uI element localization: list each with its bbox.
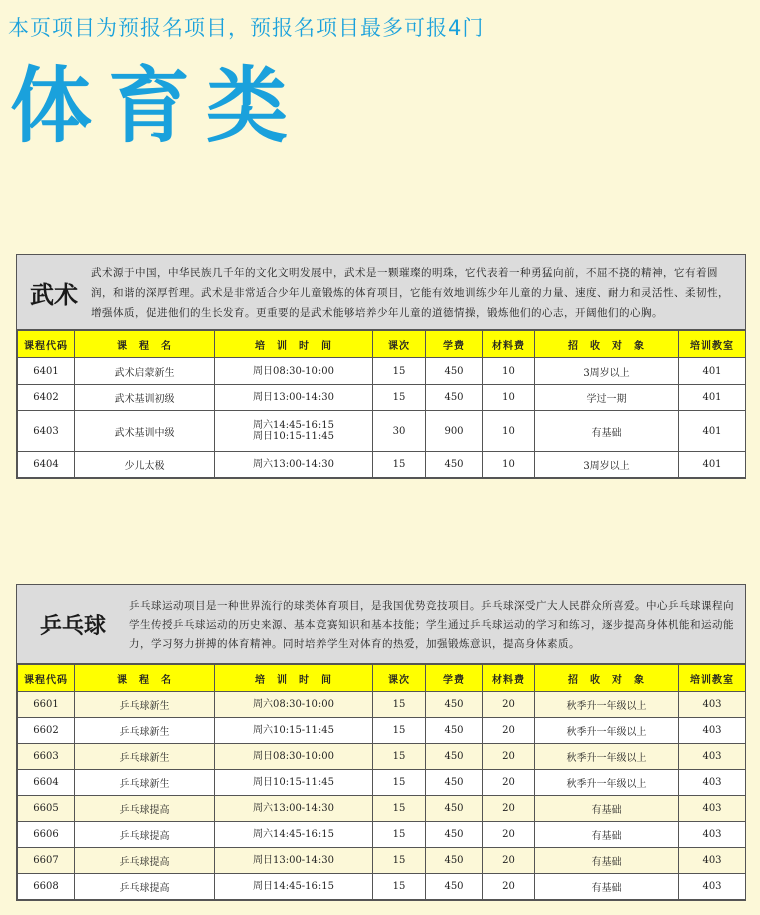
material-fee-cell: 20 — [483, 822, 535, 848]
session-count-cell: 15 — [373, 452, 426, 478]
table-row — [18, 874, 746, 900]
column-name-header: 课 程 名 — [75, 665, 215, 692]
material-fee-cell: 20 — [483, 770, 535, 796]
course-name-cell: 武术启蒙新生 — [75, 358, 215, 385]
material-fee-cell: 20 — [483, 874, 535, 900]
tuition-fee-cell: 450 — [426, 770, 483, 796]
classroom-cell: 403 — [679, 848, 746, 874]
classroom-cell: 401 — [679, 358, 746, 385]
session-count-cell: 15 — [373, 822, 426, 848]
course-table — [17, 330, 746, 478]
classroom-cell: 401 — [679, 452, 746, 478]
table-row — [18, 770, 746, 796]
session-count-cell: 15 — [373, 718, 426, 744]
enrollment-target-cell: 有基础 — [535, 874, 679, 900]
table-row — [18, 452, 746, 478]
course-code-cell: 6403 — [18, 411, 75, 452]
course-name-cell: 乒乓球新生 — [75, 718, 215, 744]
session-count-cell: 15 — [373, 848, 426, 874]
course-name-cell: 乒乓球新生 — [75, 770, 215, 796]
course-name-cell: 武术基训中级 — [75, 411, 215, 452]
column-time-header: 培 训 时 间 — [215, 331, 373, 358]
material-fee-cell: 20 — [483, 692, 535, 718]
enrollment-target-cell: 有基础 — [535, 796, 679, 822]
time-slot: 周日13:00-14:30 — [252, 855, 334, 866]
training-time-cell — [215, 770, 373, 796]
course-name-cell: 乒乓球新生 — [75, 692, 215, 718]
training-time-cell — [215, 358, 373, 385]
column-fee-header: 学费 — [426, 331, 483, 358]
enrollment-target-cell: 有基础 — [535, 822, 679, 848]
course-name-cell: 乒乓球新生 — [75, 744, 215, 770]
classroom-cell: 401 — [679, 385, 746, 411]
course-code-cell: 6608 — [18, 874, 75, 900]
time-slot: 周日10:15-11:45 — [252, 777, 334, 788]
column-code-header: 课程代码 — [18, 665, 75, 692]
training-time-cell — [215, 692, 373, 718]
time-slot: 周六13:00-14:30 — [252, 459, 334, 470]
time-slot: 周日08:30-10:00 — [252, 365, 334, 377]
classroom-cell: 401 — [679, 411, 746, 452]
training-time-cell — [215, 411, 373, 452]
table-row — [18, 822, 746, 848]
tuition-fee-cell: 450 — [426, 385, 483, 411]
course-table — [17, 664, 746, 900]
course-code-cell: 6607 — [18, 848, 75, 874]
course-code-cell: 6401 — [18, 358, 75, 385]
section-intro — [17, 585, 745, 664]
enrollment-target-cell: 学过一期 — [535, 385, 679, 411]
time-slot: 周六08:30-10:00 — [252, 699, 334, 710]
session-count-cell: 15 — [373, 385, 426, 411]
course-code-cell: 6404 — [18, 452, 75, 478]
tuition-fee-cell: 450 — [426, 718, 483, 744]
course-name-cell: 乒乓球提高 — [75, 848, 215, 874]
session-count-cell: 15 — [373, 358, 426, 385]
preregistration-notice: 本页项目为预报名项目，预报名项目最多可报4门 — [8, 16, 485, 40]
classroom-cell: 403 — [679, 692, 746, 718]
column-code-header: 课程代码 — [18, 331, 75, 358]
material-fee-cell: 10 — [483, 411, 535, 452]
section-description: 武术源于中国，中华民族几千年的文化文明发展中，武术是一颗璀璨的明珠，它代表着一种勇猛向前，不屈不挠的精神，它有着圆润，和谐的深厚哲理。武术是非常适合少年儿童锻炼的体育项目，它能有效地训练少年儿童的力量、速度、耐力和灵活性、柔韧性，增强体质，促进他们的生长发育。更重要的是武术能够培养少年儿童的道德情操，锻炼他们的心志，开阔他们的心胸。 — [91, 267, 729, 319]
course-section-wushu — [16, 254, 746, 479]
classroom-cell: 403 — [679, 744, 746, 770]
table-row — [18, 796, 746, 822]
session-count-cell: 15 — [373, 796, 426, 822]
enrollment-target-cell: 秋季升一年级以上 — [535, 692, 679, 718]
table-row — [18, 848, 746, 874]
course-code-cell: 6601 — [18, 692, 75, 718]
enrollment-target-cell: 有基础 — [535, 411, 679, 452]
table-row — [18, 692, 746, 718]
time-slot: 周六14:45-16:15 — [252, 829, 334, 840]
time-slot: 周日14:45-16:15 — [252, 881, 334, 892]
session-count-cell: 15 — [373, 874, 426, 900]
classroom-cell: 403 — [679, 874, 746, 900]
table-row — [18, 411, 746, 452]
session-count-cell: 30 — [373, 411, 426, 452]
course-name-cell: 乒乓球提高 — [75, 822, 215, 848]
session-count-cell: 15 — [373, 744, 426, 770]
section-title: 武术 — [30, 279, 78, 309]
tuition-fee-cell: 900 — [426, 411, 483, 452]
training-time-cell — [215, 385, 373, 411]
tuition-fee-cell: 450 — [426, 358, 483, 385]
column-time-header: 培 训 时 间 — [215, 665, 373, 692]
course-code-cell: 6606 — [18, 822, 75, 848]
time-slot: 周六13:00-14:30 — [252, 803, 334, 814]
tuition-fee-cell: 450 — [426, 874, 483, 900]
training-time-cell — [215, 822, 373, 848]
session-count-cell: 15 — [373, 692, 426, 718]
course-code-cell: 6605 — [18, 796, 75, 822]
enrollment-target-cell: 秋季升一年级以上 — [535, 770, 679, 796]
course-section-table-tennis — [16, 584, 746, 901]
column-name-header: 课 程 名 — [75, 331, 215, 358]
classroom-cell: 403 — [679, 770, 746, 796]
material-fee-cell: 10 — [483, 385, 535, 411]
course-code-cell: 6604 — [18, 770, 75, 796]
training-time-cell — [215, 874, 373, 900]
tuition-fee-cell: 450 — [426, 822, 483, 848]
column-target-header: 招 收 对 象 — [535, 665, 679, 692]
column-fee-header: 学费 — [426, 665, 483, 692]
material-fee-cell: 20 — [483, 744, 535, 770]
session-count-cell: 15 — [373, 770, 426, 796]
course-code-cell: 6603 — [18, 744, 75, 770]
classroom-cell: 403 — [679, 796, 746, 822]
course-name-cell: 少儿太极 — [75, 452, 215, 478]
time-slot: 周日08:30-10:00 — [252, 751, 334, 762]
section-description: 乒乓球运动项目是一种世界流行的球类体育项目，是我国优势竞技项目。乒乓球深受广大人民群众所喜爱。中心乒乓球课程向学生传授乒乓球运动的历史来源、基本竞赛知识和基本技能；学生通过乒乓球运动的学习和练习，逐步提高身体机能和运动能力，学习努力拼搏的体育精神。同时培养学生对体育的热爱，加强锻炼意识，提高身体素质。 — [129, 600, 734, 650]
classroom-cell: 403 — [679, 718, 746, 744]
training-time-cell — [215, 744, 373, 770]
section-intro — [17, 255, 745, 330]
course-name-cell: 乒乓球提高 — [75, 796, 215, 822]
column-sessions-header: 课次 — [373, 331, 426, 358]
table-row — [18, 718, 746, 744]
time-slot: 周六14:45-16:15 — [252, 420, 334, 431]
time-slot: 周六10:15-11:45 — [252, 725, 334, 736]
column-material-header: 材料费 — [483, 331, 535, 358]
training-time-cell — [215, 796, 373, 822]
table-row — [18, 744, 746, 770]
tuition-fee-cell: 450 — [426, 796, 483, 822]
tuition-fee-cell: 450 — [426, 744, 483, 770]
column-material-header: 材料费 — [483, 665, 535, 692]
column-target-header: 招 收 对 象 — [535, 331, 679, 358]
column-sessions-header: 课次 — [373, 665, 426, 692]
enrollment-target-cell: 秋季升一年级以上 — [535, 718, 679, 744]
tuition-fee-cell: 450 — [426, 452, 483, 478]
enrollment-target-cell: 有基础 — [535, 848, 679, 874]
tuition-fee-cell: 450 — [426, 692, 483, 718]
material-fee-cell: 10 — [483, 452, 535, 478]
enrollment-target-cell: 3周岁以上 — [535, 452, 679, 478]
material-fee-cell: 20 — [483, 796, 535, 822]
training-time-cell — [215, 718, 373, 744]
column-room-header: 培训教室 — [679, 331, 746, 358]
table-row — [18, 385, 746, 411]
training-time-cell — [215, 452, 373, 478]
course-code-cell: 6602 — [18, 718, 75, 744]
category-title: 体育类 — [10, 59, 305, 154]
training-time-cell — [215, 848, 373, 874]
material-fee-cell: 10 — [483, 358, 535, 385]
section-title: 乒乓球 — [39, 612, 106, 639]
time-slot: 周日10:15-11:45 — [252, 431, 334, 442]
course-name-cell: 乒乓球提高 — [75, 874, 215, 900]
material-fee-cell: 20 — [483, 718, 535, 744]
enrollment-target-cell: 3周岁以上 — [535, 358, 679, 385]
time-slot: 周日13:00-14:30 — [252, 392, 334, 403]
enrollment-target-cell: 秋季升一年级以上 — [535, 744, 679, 770]
course-name-cell: 武术基训初级 — [75, 385, 215, 411]
tuition-fee-cell: 450 — [426, 848, 483, 874]
table-row — [18, 358, 746, 385]
classroom-cell: 403 — [679, 822, 746, 848]
course-code-cell: 6402 — [18, 385, 75, 411]
material-fee-cell: 20 — [483, 848, 535, 874]
column-room-header: 培训教室 — [679, 665, 746, 692]
